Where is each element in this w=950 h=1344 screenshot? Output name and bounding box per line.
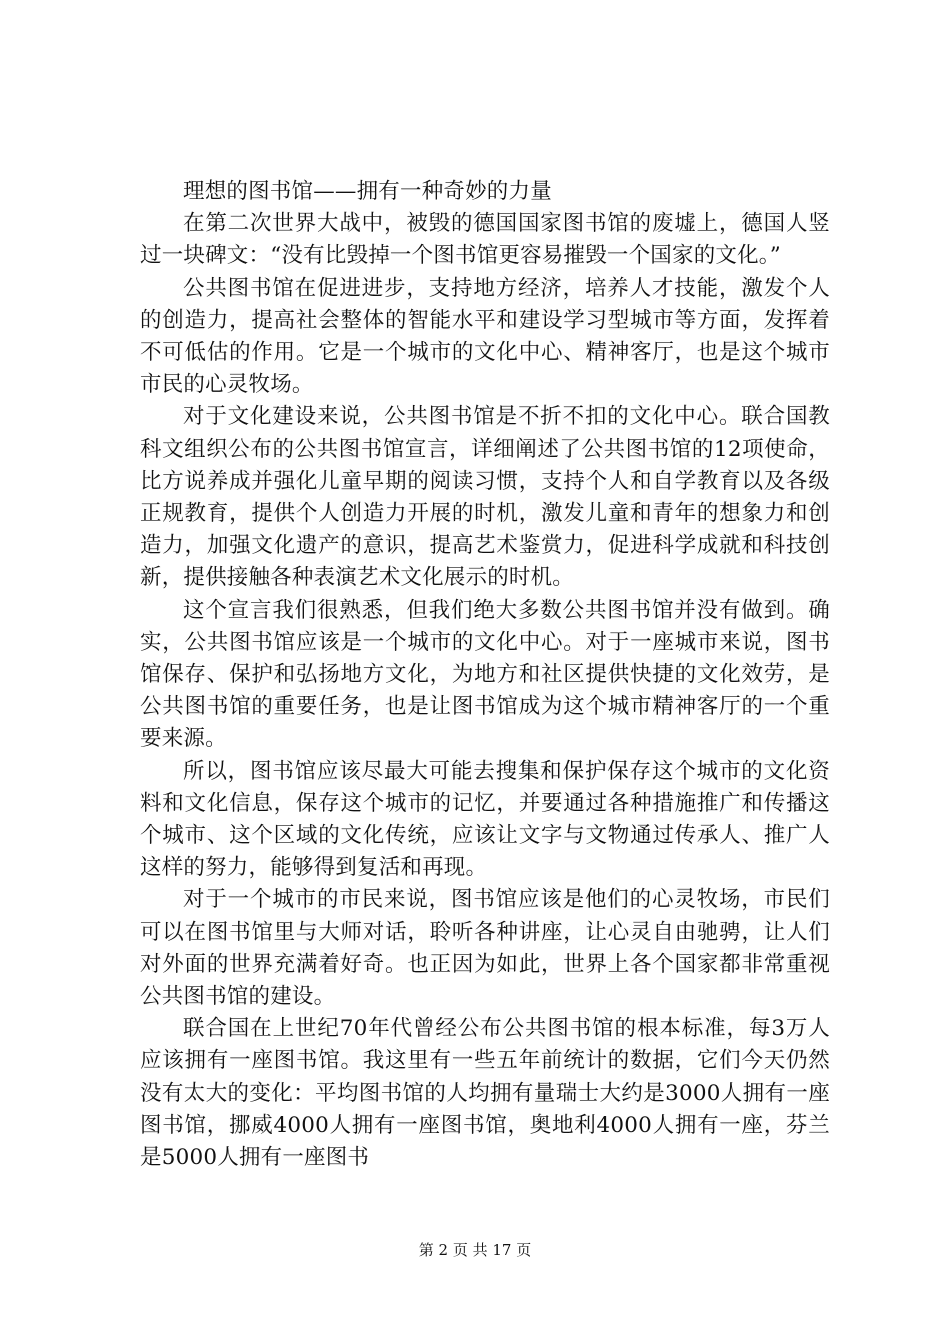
document-body (140, 176, 830, 1174)
paragraph: 对于文化建设来说，公共图书馆是不折不扣的文化中心。联合国教科文组织公布的公共图书馆宣言，详细阐述了公共图书馆的12项使命，比方说养成并强化儿童早期的阅读习惯，支持个人和自学教育以及各级正规教育，提供个人创造力开展的时机，激发儿童和青年的想象力和创造力，加强文化遗产的意识，提高艺术鉴赏力，促进科学成就和科技创新，提供接触各种表演艺术文化展示的时机。 (140, 404, 830, 591)
paragraph: 公共图书馆在促进进步，支持地方经济，培养人才技能，激发个人的创造力，提高社会整体的智能水平和建设学习型城市等方面，发挥着不可低估的作用。它是一个城市的文化中心、精神客厅，也是这个城市市民的心灵牧场。 (140, 275, 830, 398)
paragraph: 在第二次世界大战中，被毁的德国国家图书馆的废墟上，德国人竖过一块碑文：“没有比毁掉一个图书馆更容易摧毁一个国家的文化。” (140, 211, 830, 269)
paragraph: 所以，图书馆应该尽最大可能去搜集和保护保存这个城市的文化资料和文化信息，保存这个城市的记忆，并要通过各种措施推广和传播这个城市、这个区域的文化传统，应该让文字与文物通过传承人、推广人这样的努力，能够得到复活和再现。 (140, 758, 830, 881)
paragraph: 这个宣言我们很熟悉，但我们绝大多数公共图书馆并没有做到。确实，公共图书馆应该是一个城市的文化中心。对于一座城市来说，图书馆保存、保护和弘扬地方文化，为地方和社区提供快捷的文化效劳，是公共图书馆的重要任务，也是让图书馆成为这个城市精神客厅的一个重要来源。 (140, 597, 830, 752)
paragraph: 对于一个城市的市民来说，图书馆应该是他们的心灵牧场，市民们可以在图书馆里与大师对话，聆听各种讲座，让心灵自由驰骋，让人们对外面的世界充满着好奇。也正因为如此，世界上各个国家都非常重视公共图书馆的建设。 (140, 887, 830, 1010)
paragraph: 联合国在上世纪70年代曾经公布公共图书馆的根本标准，每3万人应该拥有一座图书馆。我这里有一些五年前统计的数据，它们今天仍然没有太大的变化：平均图书馆的人均拥有量瑞士大约是3000人拥有一座图书馆，挪威4000人拥有一座图书馆，奥地利4000人拥有一座，芬兰是5000人拥有一座图书 (140, 1016, 830, 1171)
document-title: 理想的图书馆——拥有一种奇妙的力量 (183, 179, 552, 204)
page-number-footer: 第 2 页 共 17 页 (418, 1241, 532, 1259)
